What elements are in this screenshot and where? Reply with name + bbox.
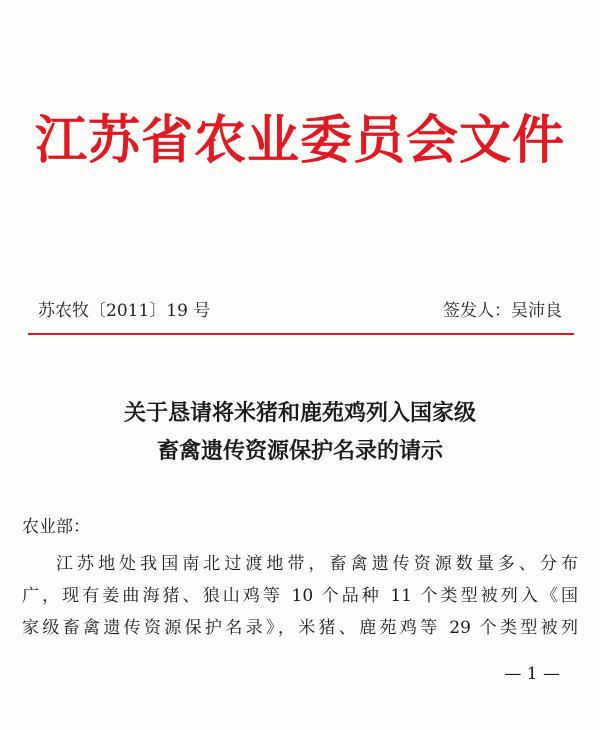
document-title — [20, 395, 580, 471]
body-line-3: 家级畜禽遗传资源保护名录》，米猪、鹿苑鸡等 29 个类型被列 — [22, 618, 578, 638]
document-number: 苏农牧〔2011〕19 号 — [38, 301, 211, 321]
masthead-title: 江苏省农业委员会文件 — [34, 110, 565, 171]
page-number: — 1 — — [504, 664, 560, 684]
body-paragraph — [22, 548, 578, 644]
body-line-2: 广，现有姜曲海猪、狼山鸡等 10 个品种 11 个类型被列入《国 — [22, 586, 578, 606]
title-line-2: 畜禽遗传资源保护名录的请示 — [156, 439, 443, 464]
title-line-1: 关于恳请将米猪和鹿苑鸡列入国家级 — [123, 401, 476, 426]
salutation: 农业部： — [22, 517, 90, 537]
red-divider-line — [28, 333, 574, 335]
body-line-1: 江苏地处我国南北过渡地带，畜禽遗传资源数量多、分布 — [56, 554, 578, 574]
issuer-signature: 签发人：吴沛良 — [443, 301, 562, 321]
